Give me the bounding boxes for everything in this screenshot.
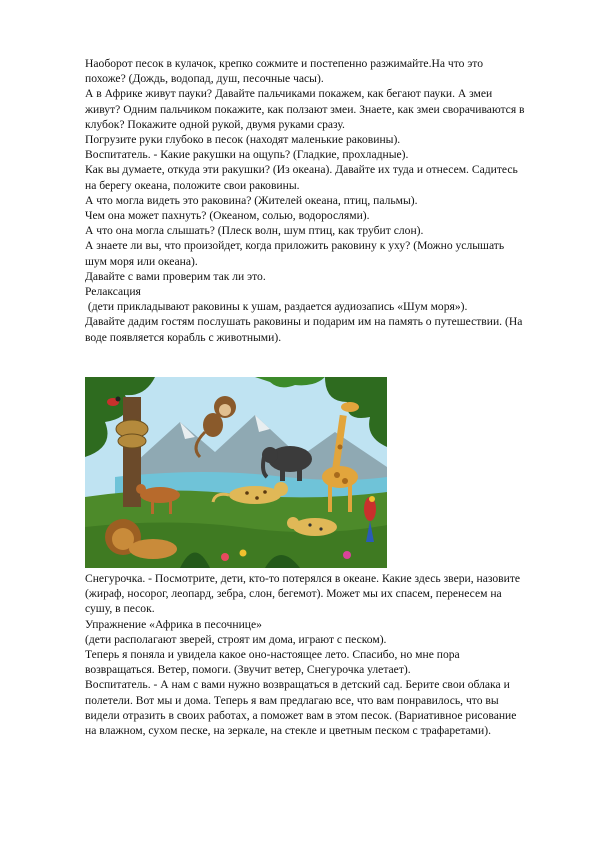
- paragraph: Воспитатель. - А нам с вами нужно возвращаться в детский сад. Берите свои облака и полетели. Вот мы и дома. Теперь я вам предлагаю все, что вам понравилось, что вы видели отразить в своих работах, а поможет вам в этом песок. (Вариативное рисование на влажном, сухом песке, на зеркале, на стекле и цветным песком с трафаретами).: [85, 678, 517, 738]
- paragraph: Как вы думаете, откуда эти ракушки? (Из океана). Давайте их туда и отнесем. Садитесь на берегу океана, положите свои раковины.: [85, 163, 518, 192]
- exercise-heading: Упражнение «Африка в песочнице»: [85, 617, 262, 631]
- paragraph: Воспитатель. - Какие ракушки на ощупь? (Гладкие, прохладные).: [85, 148, 409, 162]
- text-block-top: [85, 56, 525, 345]
- paragraph: А знаете ли вы, что произойдет, когда приложить раковину к уху? (Можно услышать шум моря или океана).: [85, 239, 505, 268]
- paragraph: Погрузите руки глубоко в песок (находят маленькие раковины).: [85, 133, 401, 147]
- paragraph: Теперь я поняла и увидела какое оно-настоящее лето. Спасибо, но мне пора возвращаться. Ветер, помоги. (Звучит ветер, Снегурочка улетает).: [85, 648, 460, 677]
- paragraph: А что она могла слышать? (Плеск волн, шум птиц, как трубит слон).: [85, 224, 424, 238]
- text-block-bottom: [85, 571, 525, 738]
- paragraph: А что могла видеть это раковина? (Жителей океана, птиц, пальмы).: [85, 193, 418, 207]
- paragraph: Наоборот песок в кулачок, крепко сожмите и постепенно разжимайте.На что это похоже? (Дождь, водопад, душ, песочные часы).: [85, 57, 484, 86]
- africa-animals-illustration: [85, 377, 387, 568]
- paragraph: Чем она может пахнуть? (Океаном, солью, водорослями).: [85, 209, 370, 223]
- paragraph: Давайте дадим гостям послушать раковины и подарим им на память о путешествии. (На воде появляется корабль с животными).: [85, 315, 523, 344]
- paragraph: Снегурочка. - Посмотрите, дети, кто-то потерялся в океане. Какие здесь звери, назовите (жираф, носорог, леопард, зебра, слон, бегемот). Может мы их спасем, перенесем на сушу, в песок.: [85, 572, 521, 616]
- paragraph: А в Африке живут пауки? Давайте пальчиками покажем, как бегают пауки. А змеи живут? Одним пальчиком покажите, как ползают змеи. Знаете, как змеи сворачиваются в клубок? Покажите одной рукой, двумя руками сразу.: [85, 87, 525, 131]
- section-heading-relaxation: Релаксация: [85, 285, 141, 299]
- paragraph: Давайте с вами проверим так ли это.: [85, 269, 266, 283]
- paragraph: (дети прикладывают раковины к ушам, раздается аудиозапись «Шум моря»).: [85, 300, 468, 314]
- paragraph: (дети располагают зверей, строят им дома, играют с песком).: [85, 632, 387, 646]
